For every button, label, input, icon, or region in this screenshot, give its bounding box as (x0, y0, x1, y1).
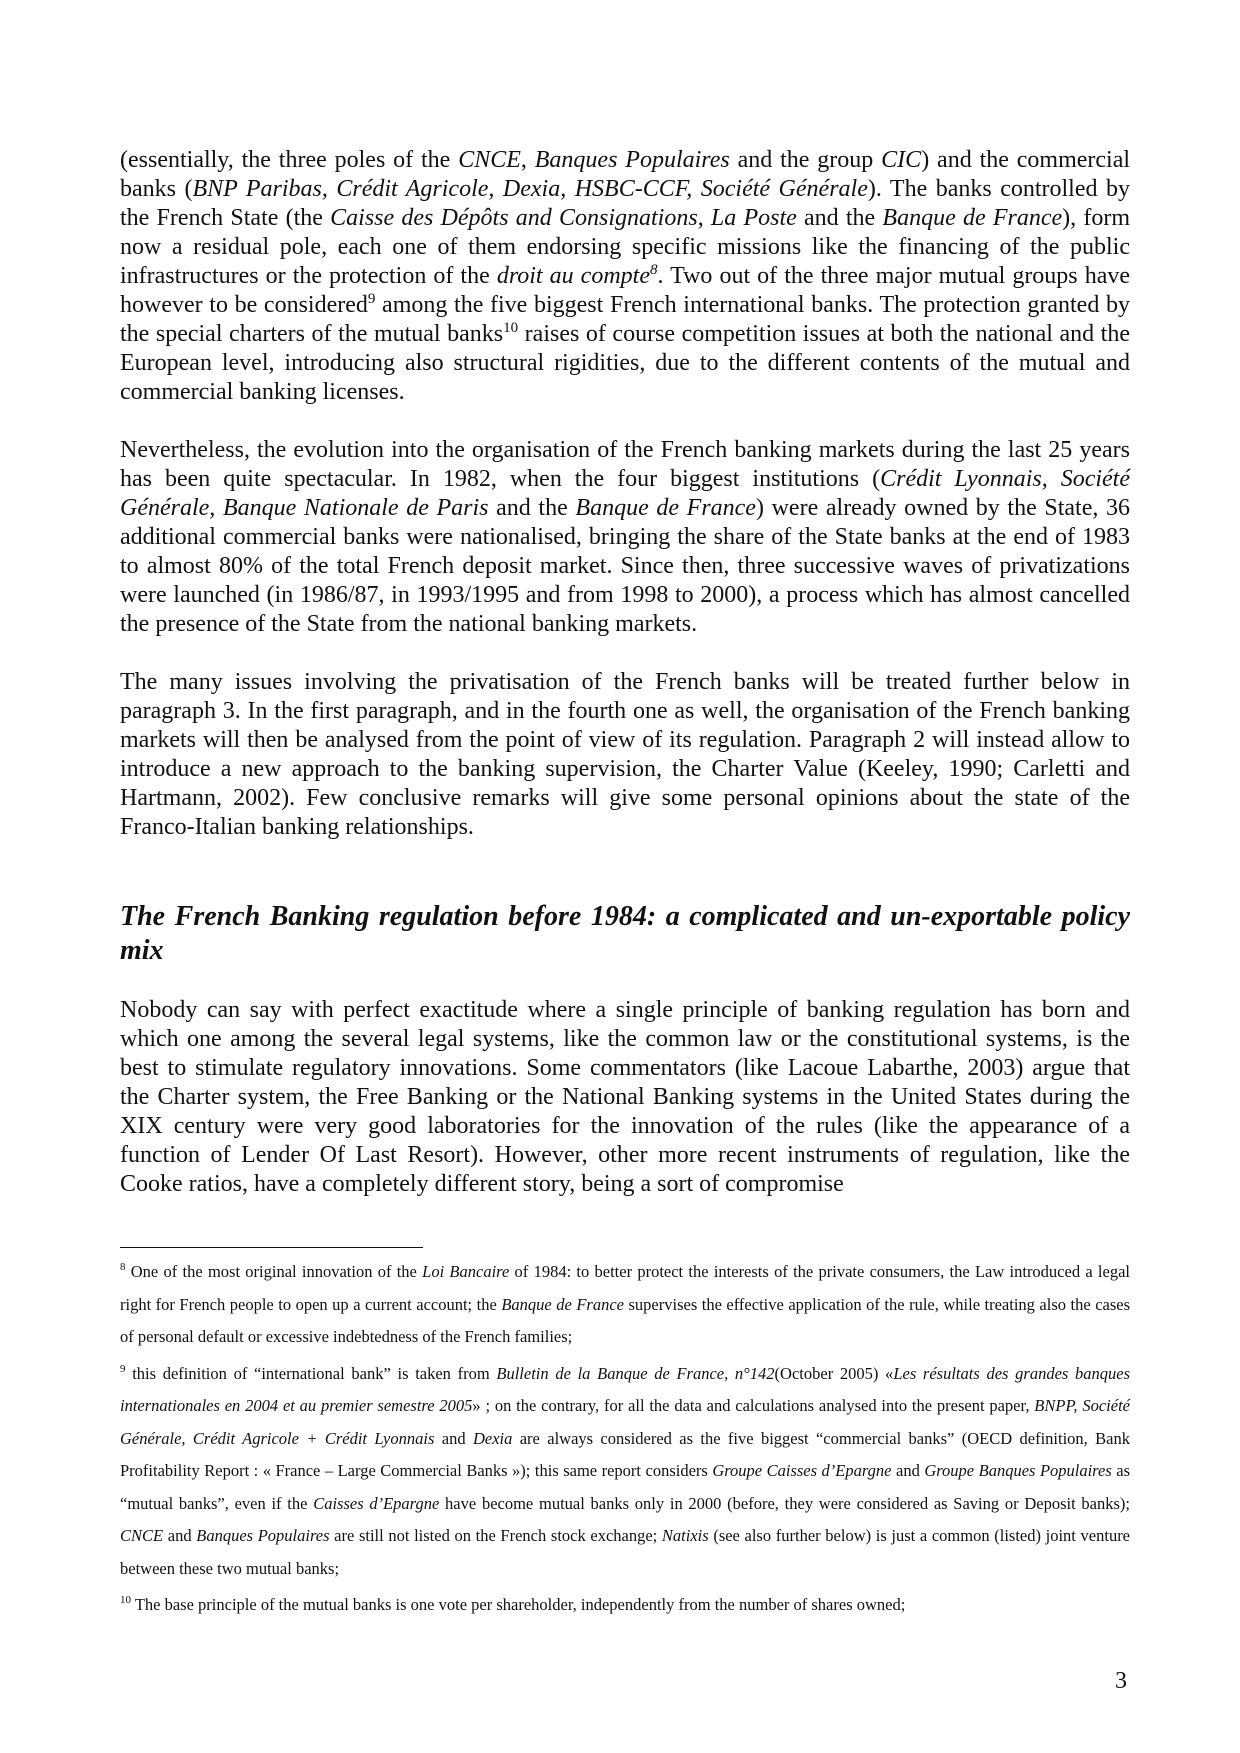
text-run: supervises the effective application of the rule, while treating also the cases of personal default or excessive indebtedness of the French families; (120, 1294, 1131, 1346)
text-run: ) and the commercial banks ( (120, 147, 1131, 202)
text-run: ), form now a residual pole, each one of them endorsing specific missions like the financing of the public infrastructures or the protection of the (120, 205, 1130, 289)
text-run: and (434, 1428, 473, 1448)
text-run: One of the most original innovation of the (125, 1262, 423, 1281)
footnote-ref: 9 (120, 1362, 126, 1375)
text-run: » ; on the contrary, for all the data and calculations analysed into the present paper, (472, 1396, 1035, 1415)
italic-text: Loi Bancaire (422, 1262, 510, 1281)
text-run: The many issues involving the privatisation of the French banks will be treated further below in paragraph 3. In the first paragraph, and in the fourth one as well, the organisation of the French banking markets will then be analysed from the point of view of its regulation. Paragraph 2 will instead allow to introduce a new approach to the banking supervision, the Charter Value (Keeley, 1990; Carletti and Hartmann, 2002). Few conclusive remarks will give some personal opinions about the state of the Franco-Italian banking relationships. (120, 669, 1130, 840)
paragraph (120, 436, 1130, 639)
italic-text: Groupe Banques Populaires (924, 1461, 1112, 1480)
italic-text: Banque de France (501, 1294, 624, 1314)
text-run: as “mutual banks”, even if the (120, 1461, 1130, 1513)
paragraph (120, 668, 1130, 842)
text-run: and the group (729, 147, 882, 173)
text-run: , (520, 147, 535, 173)
italic-text: Banque de France (882, 205, 1063, 231)
text-run: . Two out of the three major mutual groups have however to be considered (120, 263, 1130, 318)
text-run: are always considered as the five biggest “commercial banks” (OECD definition, Bank Profitability Report : « France – Large Commercial Banks »); this same report considers (120, 1428, 1130, 1480)
footnotes (120, 1256, 1130, 1626)
italic-text: Caisses d’Epargne (313, 1493, 440, 1513)
italic-text: BNP Paribas, Crédit Agricole, Dexia, HSBC-CCF, Société Générale (192, 176, 868, 202)
text-run: this definition of “international bank” is taken from (125, 1363, 497, 1383)
paragraph (120, 996, 1130, 1199)
italic-text: CNCE (120, 1526, 164, 1545)
text-run: and (163, 1526, 197, 1545)
italic-text: droit au compte (496, 263, 650, 289)
footnote-ref: 9 (367, 291, 376, 307)
italic-text: Dexia (472, 1428, 513, 1448)
footnote-10 (120, 1589, 1130, 1622)
paragraph (120, 146, 1130, 407)
text-run: (October 2005) « (774, 1363, 894, 1383)
text-run: and the (796, 205, 883, 231)
page-number: 3 (1115, 1668, 1127, 1694)
text-run: , (697, 205, 711, 231)
italic-text: Caisse des Dépôts and Consignations (330, 205, 698, 231)
text-run: among the five biggest French international banks. The protection granted by the special charters of the mutual banks (120, 292, 1130, 347)
footnote-ref: 8 (650, 262, 658, 278)
text-run: (essentially, the three poles of the (120, 147, 459, 173)
footnote-ref: 8 (120, 1261, 126, 1273)
italic-text: Banque de France (575, 495, 756, 521)
text-run: are still not listed on the French stock exchange; (329, 1526, 662, 1545)
italic-text: Crédit Lyonnais, Société Générale, Banque Nationale de Paris (120, 466, 1130, 521)
text-run: The base principle of the mutual banks is one vote per shareholder, independently from the number of shares owned; (131, 1595, 906, 1614)
text-run: have become mutual banks only in 2000 (before, they were considered as Saving or Deposit banks); (439, 1493, 1131, 1513)
text-run: and (891, 1461, 925, 1480)
footnote-8 (120, 1256, 1130, 1354)
italic-text: Banques Populaires (196, 1526, 330, 1545)
italic-text: Bulletin de la Banque de France, n°142 (496, 1363, 775, 1383)
footnote-9 (120, 1358, 1130, 1586)
italic-text: Natixis (661, 1526, 709, 1545)
footnote-ref: 10 (503, 320, 519, 336)
text-run: of 1984: to better protect the interests of the private consumers, the Law introduced a legal right for French people to open up a current account; the (120, 1262, 1130, 1314)
italic-text: CIC (881, 147, 922, 173)
italic-text: BNPP, Société Générale, Crédit Agricole + Crédit Lyonnais (120, 1396, 1130, 1448)
text-run: Nobody can say with perfect exactitude where a single principle of banking regulation has born and which one among the several legal systems, like the common law or the constitutional systems, is the best to stimulate regulatory innovations. Some commentators (like Lacoue Labarthe, 2003) argue that the Charter system, the Free Banking or the National Banking systems in the United States during the XIX century were very good laboratories for the innovation of the rules (like the appearance of a function of Lender Of Last Resort). However, other more recent instruments of regulation, like the Cooke ratios, have a completely different story, being a sort of compromise (120, 997, 1130, 1197)
section-heading: The French Banking regulation before 1984: a complicated and un-exportable policy mix (120, 901, 1130, 966)
italic-text: Groupe Caisses d’Epargne (712, 1461, 892, 1480)
page-body (120, 146, 1130, 1199)
italic-text: Banques Populaires (534, 147, 730, 173)
text-run: raises of course competition issues at both the national and the European level, introducing also structural rigidities, due to the different contents of the mutual and commercial banking licenses. (120, 321, 1130, 405)
footnote-separator (120, 1247, 423, 1248)
italic-text: Les résultats des grandes banques internationales en 2004 et au premier semestre 2005 (120, 1363, 1130, 1415)
italic-text: CNCE (458, 147, 521, 173)
italic-text: La Poste (710, 205, 797, 231)
text-run: and the (488, 495, 576, 521)
text-run: (see also further below) is just a common (listed) joint venture between these two mutual banks; (120, 1526, 1131, 1578)
text-run: ) were already owned by the State, 36 additional commercial banks were nationalised, bringing the share of the State banks at the end of 1983 to almost 80% of the total French deposit market. Since then, three successive waves of privatizations were launched (in 1986/87, in 1993/1995 and from 1998 to 2000), a process which has almost cancelled the presence of the State from the national banking markets. (120, 495, 1130, 637)
footnote-ref: 10 (120, 1594, 131, 1606)
text-run: ). The banks controlled by the French State (the (120, 176, 1130, 231)
text-run: Nevertheless, the evolution into the organisation of the French banking markets during the last 25 years has been quite spectacular. In 1982, when the four biggest institutions ( (120, 437, 1130, 492)
